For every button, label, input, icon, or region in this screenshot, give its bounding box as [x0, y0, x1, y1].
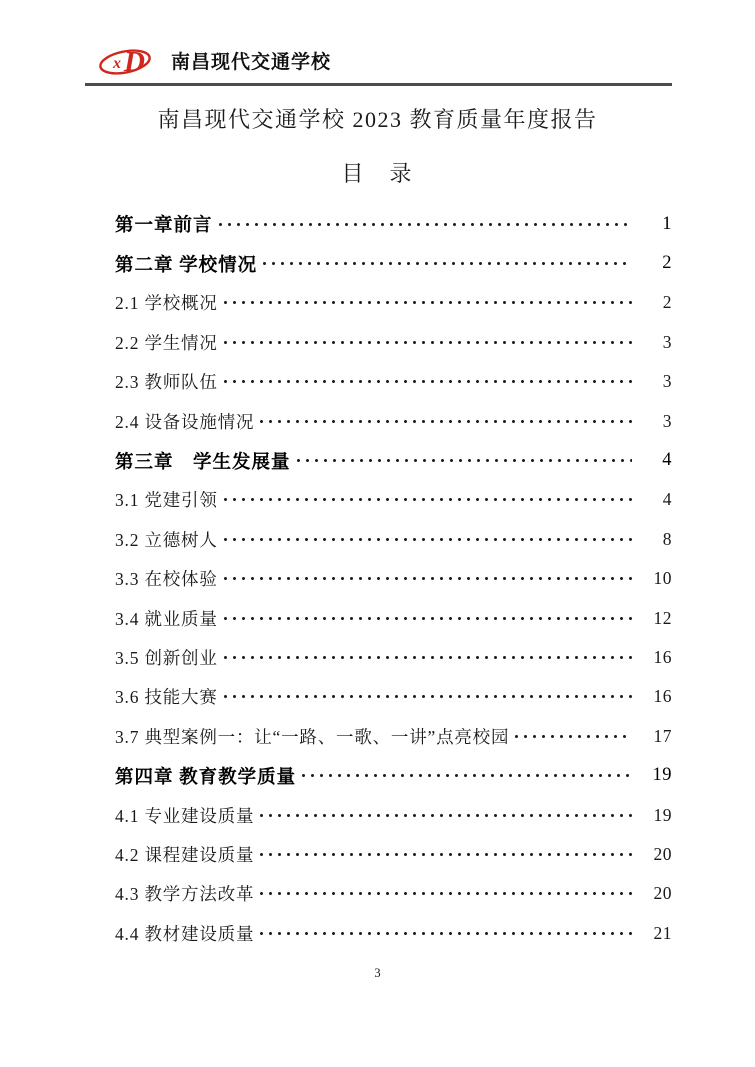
- toc-dot-leader: [257, 813, 632, 818]
- toc-page-number: 2: [662, 253, 672, 274]
- toc-row: [115, 401, 672, 440]
- toc-dot-leader: [216, 222, 632, 227]
- toc-entry-label: 2.4 设备设施情况: [115, 411, 255, 432]
- toc-entry-label: 第四章 教育教学质量: [115, 767, 297, 788]
- toc-dot-leader: [221, 655, 632, 660]
- logo-row: [98, 40, 672, 77]
- toc-entry-label: 2.1 学校概况: [115, 293, 218, 314]
- toc-page-number: 4: [662, 489, 672, 510]
- toc-entry-label: 4.3 教学方法改革: [115, 884, 255, 905]
- page-title: 南昌现代交通学校 2023 教育质量年度报告: [157, 106, 598, 132]
- toc-list: [115, 205, 672, 953]
- toc-row: [115, 205, 672, 244]
- toc-dot-leader: [260, 261, 632, 266]
- toc-row: [115, 795, 672, 834]
- toc-page-number: 4: [662, 450, 672, 471]
- toc-dot-leader: [221, 340, 632, 345]
- toc-page-number: 3: [662, 331, 672, 352]
- toc-row: [115, 638, 672, 677]
- toc-entry-label: 3.1 党建引领: [115, 490, 218, 511]
- toc-row: [115, 756, 672, 795]
- toc-dot-leader: [257, 419, 632, 424]
- page-header: [0, 0, 755, 86]
- toc-row: [115, 835, 672, 874]
- toc-entry-label: 3.4 就业质量: [115, 608, 218, 629]
- toc-page-number: 2: [662, 292, 672, 313]
- toc-entry-label: 4.1 专业建设质量: [115, 805, 255, 826]
- toc-entry-label: 第二章 学校情况: [115, 255, 258, 276]
- toc-page-number: 12: [653, 607, 672, 628]
- toc-entry-label: 3.5 创新创业: [115, 647, 218, 668]
- toc-page-number: 20: [653, 843, 672, 864]
- toc-page-number: 16: [653, 686, 672, 707]
- toc-entry-label: 2.2 学生情况: [115, 332, 218, 353]
- school-logo-icon: [98, 40, 162, 78]
- toc-dot-leader: [299, 773, 632, 778]
- toc-entry-label: 3.7 典型案例一：让“一路、一歌、一讲”点亮校园: [115, 726, 510, 747]
- toc-row: [115, 480, 672, 519]
- toc-page-number: 21: [653, 922, 672, 943]
- toc-row: [115, 677, 672, 716]
- toc-heading: 目 录: [341, 160, 414, 186]
- toc-dot-leader: [221, 497, 632, 502]
- toc-page-number: 3: [662, 371, 672, 392]
- toc-entry-label: 第一章前言: [115, 216, 213, 237]
- logo-letter-x: x: [113, 54, 121, 72]
- toc-page-number: 3: [662, 410, 672, 431]
- toc-dot-leader: [221, 379, 632, 384]
- header-rule: [85, 83, 672, 86]
- toc-row: [115, 244, 672, 283]
- school-name: 南昌现代交通学校: [171, 52, 332, 73]
- toc-row: [115, 520, 672, 559]
- toc-page-number: 19: [653, 804, 672, 825]
- toc-row: [115, 362, 672, 401]
- toc-entry-label: 2.3 教师队伍: [115, 372, 218, 393]
- toc-dot-leader: [221, 616, 632, 621]
- toc-entry-label: 第三章 学生发展量: [115, 452, 291, 473]
- logo-letter-d: D: [124, 45, 145, 78]
- toc-dot-leader: [257, 891, 632, 896]
- toc-page-number: 8: [662, 528, 672, 549]
- toc-row: [115, 441, 672, 480]
- toc-dot-leader: [257, 852, 632, 857]
- toc-row: [115, 559, 672, 598]
- toc-entry-label: 3.2 立德树人: [115, 529, 218, 550]
- toc-row: [115, 323, 672, 362]
- toc-dot-leader: [221, 576, 632, 581]
- toc-dot-leader: [294, 458, 632, 463]
- toc-page-number: 1: [662, 213, 672, 234]
- toc-dot-leader: [221, 300, 632, 305]
- toc-entry-label: 4.2 课程建设质量: [115, 844, 255, 865]
- toc-entry-label: 4.4 教材建设质量: [115, 923, 255, 944]
- toc-dot-leader: [512, 734, 632, 739]
- toc-page-number: 19: [652, 765, 672, 786]
- toc-dot-leader: [221, 537, 632, 542]
- toc-row: [115, 283, 672, 322]
- toc-page-number: 17: [653, 725, 672, 746]
- toc-entry-label: 3.6 技能大赛: [115, 687, 218, 708]
- toc-page-number: 10: [653, 568, 672, 589]
- toc-row: [115, 717, 672, 756]
- footer-page-number: 3: [374, 966, 381, 980]
- toc-row: [115, 874, 672, 913]
- toc-page-number: 16: [653, 646, 672, 667]
- toc-page-number: 20: [653, 883, 672, 904]
- toc-dot-leader: [221, 694, 632, 699]
- toc-row: [115, 598, 672, 637]
- toc-dot-leader: [257, 931, 632, 936]
- toc-entry-label: 3.3 在校体验: [115, 569, 218, 590]
- toc-row: [115, 914, 672, 953]
